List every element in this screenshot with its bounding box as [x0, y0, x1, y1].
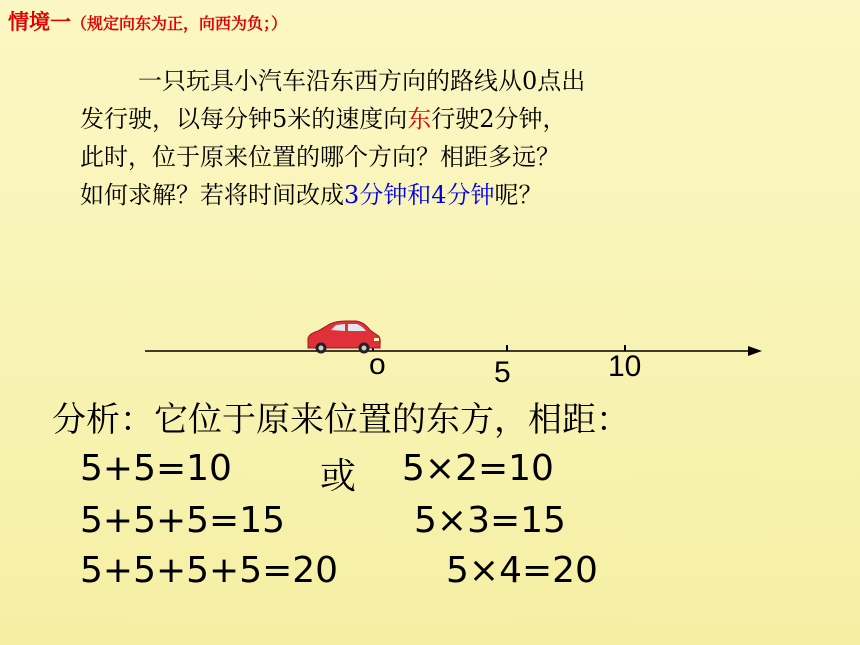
alternative-times: 3分钟和4分钟 [344, 181, 495, 209]
equation-mul-1: 5×2=10 [402, 448, 554, 489]
problem-line-2-end: 行驶2分钟， [431, 105, 567, 133]
problem-line-4 [80, 176, 780, 214]
equation-mul-3: 5×4=20 [446, 550, 598, 591]
tick-label-10: 10 [608, 350, 642, 383]
number-line-graphic [0, 300, 860, 400]
equation-mul-2: 5×3=15 [414, 500, 566, 541]
problem-line-1: 一只玩具小汽车沿东西方向的路线从0点出 [138, 67, 586, 95]
tick-label-0: o [369, 348, 386, 381]
problem-line-4-start: 如何求解？若将时间改成 [80, 181, 344, 209]
tick-label-5: 5 [494, 356, 511, 389]
slide-title [8, 6, 287, 36]
equation-add-1: 5+5=10 [80, 448, 232, 489]
equation-or: 或 [320, 456, 357, 497]
analysis-heading: 分析：它位于原来位置的东方，相距： [52, 400, 630, 440]
number-line [0, 300, 860, 400]
problem-line-4-end: 呢？ [494, 181, 543, 209]
problem-line-2 [80, 100, 780, 138]
problem-line-2-start: 发行驶，以每分钟5米的速度向 [80, 105, 408, 133]
direction-east: 东 [407, 105, 432, 133]
arrow-head-icon [748, 346, 762, 356]
title-main: 情境一 [8, 10, 71, 34]
problem-line-3: 此时，位于原来位置的哪个方向？相距多远？ [80, 143, 560, 171]
equation-add-3: 5+5+5+5=20 [80, 550, 339, 591]
problem-text [80, 62, 780, 214]
title-subtitle: （规定向东为正，向西为负；） [71, 14, 288, 33]
equation-add-2: 5+5+5=15 [80, 500, 286, 541]
